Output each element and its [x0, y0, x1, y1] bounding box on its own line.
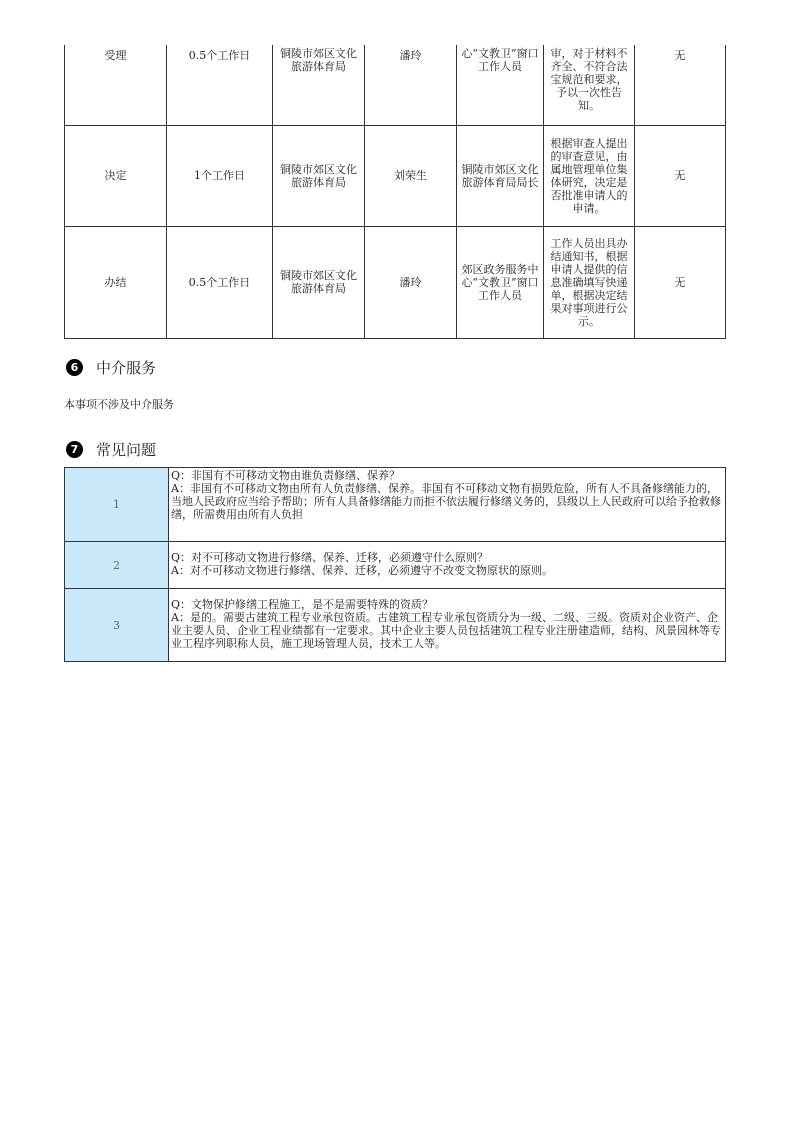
faq-index: 3	[65, 589, 169, 662]
number-7-icon: 7	[66, 441, 83, 458]
process-table	[64, 45, 726, 339]
table-row	[65, 226, 726, 338]
duration-cell: 0.5个工作日	[167, 226, 273, 338]
remark-cell: 无	[635, 226, 726, 338]
person-cell: 潘玲	[365, 45, 457, 125]
standard-cell: 工作人员出具办结通知书，根据申请人提供的信息准确填写快递单，根据决定结果对事项进行公示。	[544, 226, 635, 338]
duration-cell: 0.5个工作日	[167, 45, 273, 125]
duration-cell: 1个工作日	[167, 125, 273, 226]
faq-question: Q：对不可移动文物进行修缮、保养、迁移，必须遵守什么原则？	[171, 551, 489, 564]
department-cell: 铜陵市郊区文化旅游体育局	[273, 45, 365, 125]
table-row	[65, 125, 726, 226]
standard-cell: 根据审查人提出的审查意见，由属地管理单位集体研究，决定是否批准申请人的申请。	[544, 125, 635, 226]
faq-row	[65, 468, 726, 542]
section-7-title: 常见问题	[96, 441, 157, 459]
section-6-heading	[66, 357, 156, 378]
faq-content	[169, 589, 726, 662]
faq-answer: A：非国有不可移动文物由所有人负责修缮、保养。非国有不可移动文物有损毁危险，所有人不具备修缮能力的，当地人民政府应当给予帮助；所有人具备修缮能力而拒不依法履行修缮义务的，县级以上人民政府可以给予抢救修缮，所需费用由所有人负担	[171, 482, 721, 521]
section-6-title: 中介服务	[96, 359, 157, 377]
faq-index: 2	[65, 542, 169, 589]
number-6-icon: 6	[66, 359, 83, 376]
position-cell: 心“文教卫”窗口工作人员	[457, 45, 544, 125]
faq-content	[169, 542, 726, 589]
faq-index: 1	[65, 468, 169, 542]
faq-answer: A：是的。需要古建筑工程专业承包资质。古建筑工程专业承包资质分为一级、二级、三级。资质对企业资产、企业主要人员、企业工程业绩都有一定要求。其中企业主要人员包括建筑工程专业注册建造师，结构、风景园林等专业工程序列职称人员，施工现场管理人员，技术工人等。	[171, 611, 721, 650]
department-cell: 铜陵市郊区文化旅游体育局	[273, 226, 365, 338]
faq-table	[64, 467, 726, 662]
step-cell: 办结	[65, 226, 167, 338]
faq-question: Q：非国有不可移动文物由谁负责修缮、保养？	[171, 469, 401, 482]
step-cell: 决定	[65, 125, 167, 226]
faq-question: Q：文物保护修缮工程施工，是不是需要特殊的资质？	[171, 598, 434, 611]
step-cell: 受理	[65, 45, 167, 125]
faq-row	[65, 542, 726, 589]
faq-row	[65, 589, 726, 662]
position-cell: 铜陵市郊区文化旅游体育局局长	[457, 125, 544, 226]
intermediary-text: 本事项不涉及中介服务	[64, 398, 174, 411]
person-cell: 刘荣生	[365, 125, 457, 226]
section-7-heading	[66, 439, 156, 460]
remark-cell: 无	[635, 45, 726, 125]
table-row	[65, 45, 726, 125]
faq-content	[169, 468, 726, 542]
remark-cell: 无	[635, 125, 726, 226]
position-cell: 郊区政务服务中心“文教卫”窗口工作人员	[457, 226, 544, 338]
standard-cell: 审，对于材料不齐全、不符合法宝规范和要求，予以一次性告知。	[544, 45, 635, 125]
person-cell: 潘玲	[365, 226, 457, 338]
faq-answer: A：对不可移动文物进行修缮、保养、迁移，必须遵守不改变文物原状的原则。	[171, 564, 553, 577]
department-cell: 铜陵市郊区文化旅游体育局	[273, 125, 365, 226]
